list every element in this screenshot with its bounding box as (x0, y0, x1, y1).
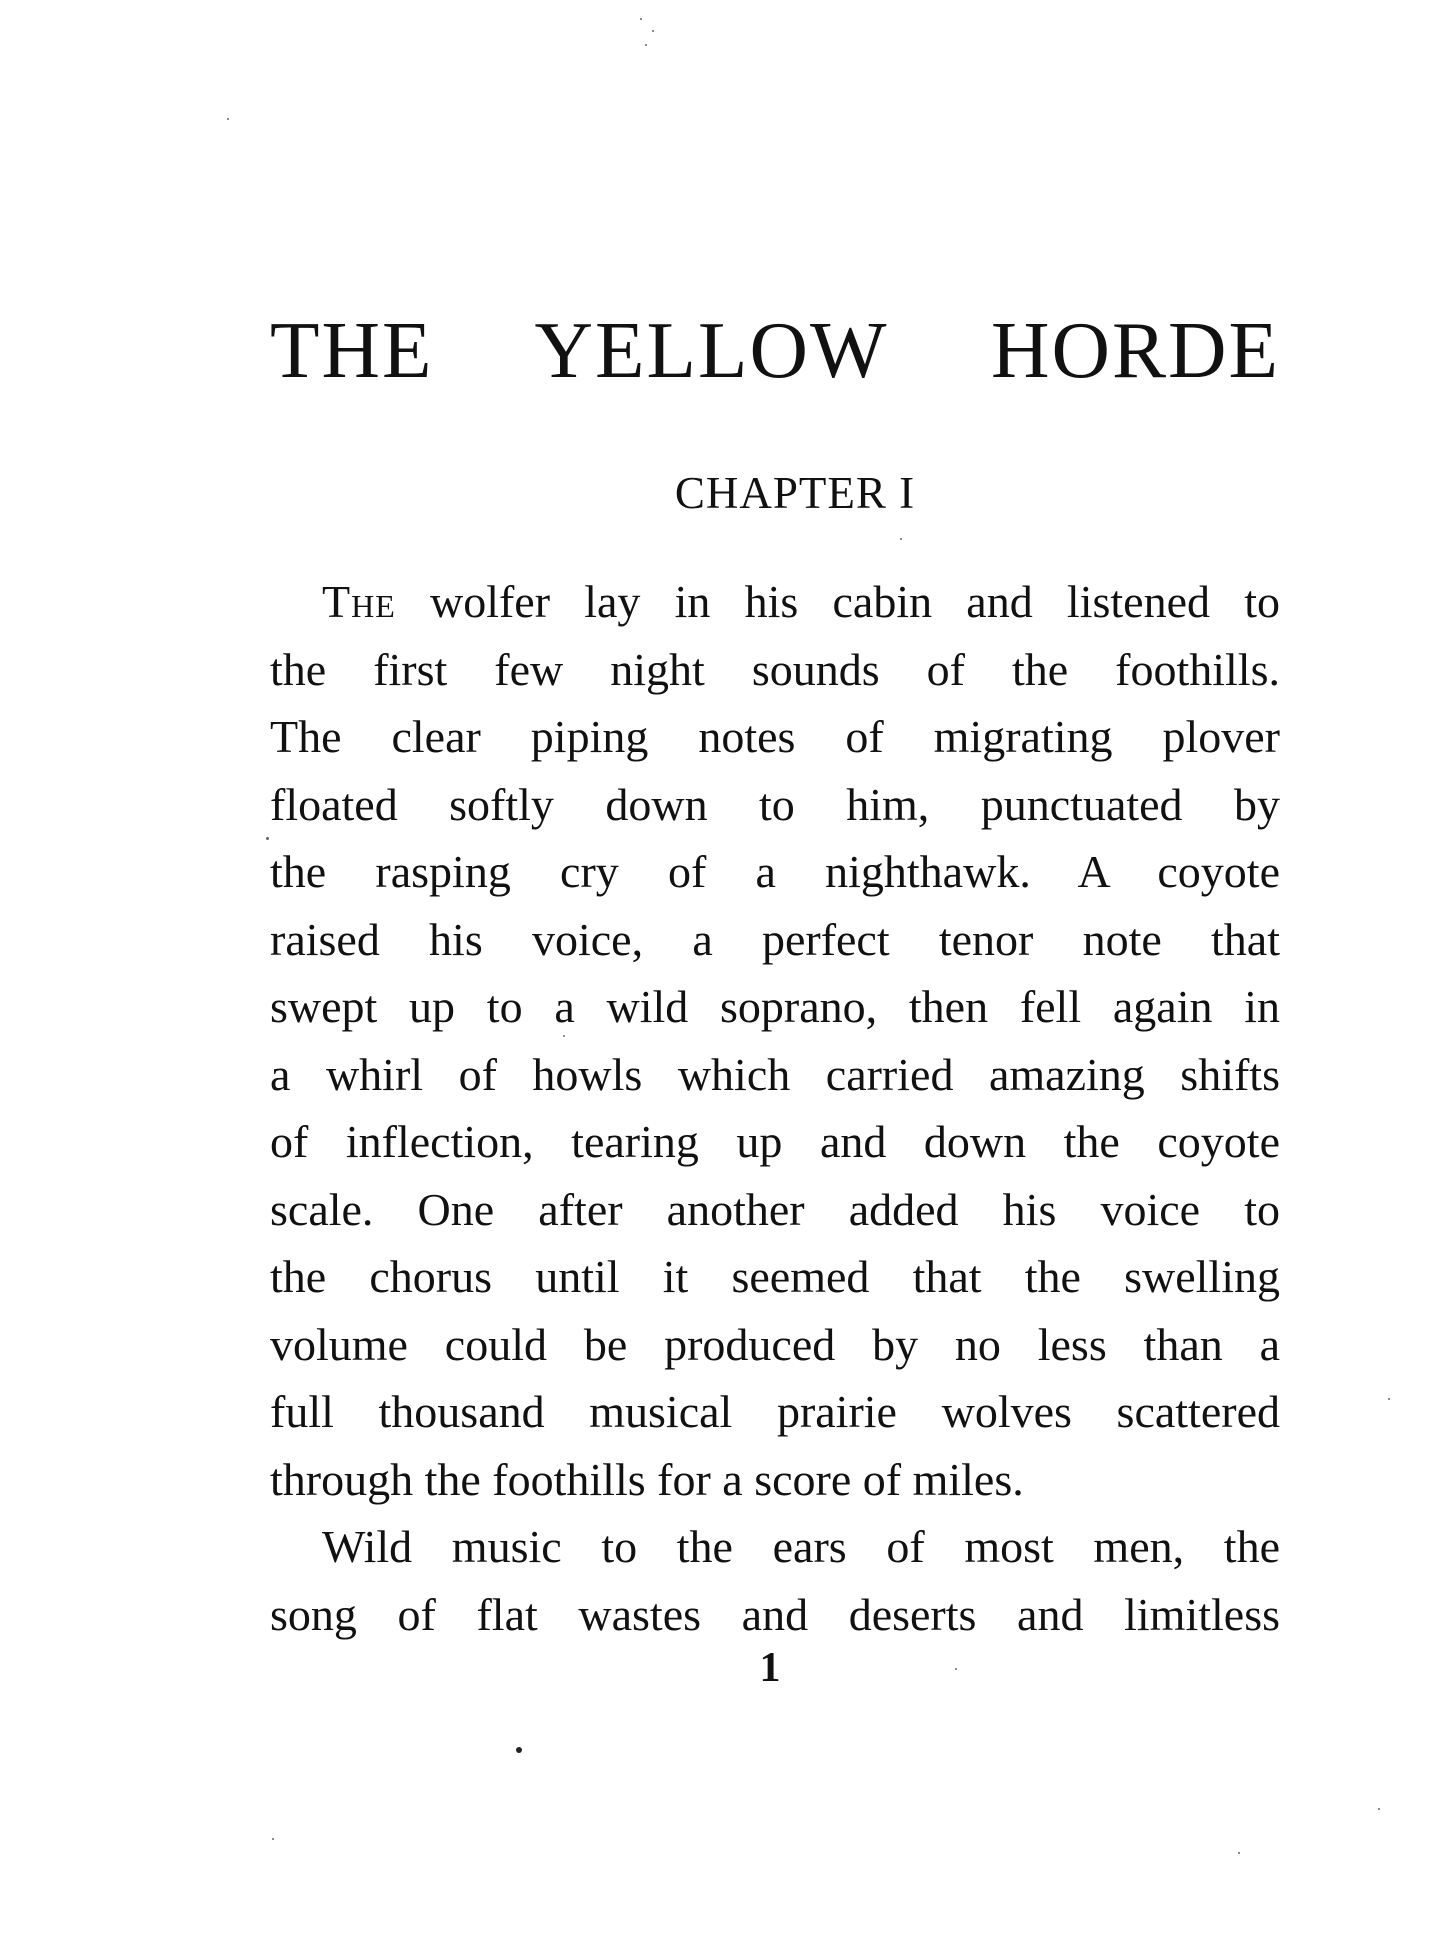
scan-speck (1378, 1808, 1380, 1810)
text-line: scale. One after another added his voice to (270, 1183, 1280, 1235)
scan-speck (1238, 1852, 1240, 1854)
text-line (270, 568, 1280, 636)
scan-speck (272, 1838, 274, 1840)
scan-speck (900, 538, 902, 540)
text-line: volume could be produced by no less than a (270, 1318, 1280, 1370)
text-line-rest: wolfer lay in his cabin and listened to (395, 576, 1280, 627)
scan-speck (516, 1747, 522, 1753)
text-line: full thousand musical prairie wolves scattered (270, 1386, 1280, 1437)
scan-speck (955, 1668, 957, 1670)
scan-speck (640, 18, 642, 20)
scan-speck (652, 30, 654, 32)
text-line: floated softly down to him, punctuated by (270, 778, 1280, 830)
scan-speck (645, 44, 647, 46)
text-line: swept up to a wild soprano, then fell again in (270, 981, 1280, 1032)
book-title: THE YELLOW HORDE (270, 305, 1280, 395)
text-line: raised his voice, a perfect tenor note that (270, 913, 1280, 965)
scan-speck (266, 837, 269, 840)
text-line: The clear piping notes of migrating plover (270, 711, 1280, 762)
text-line: the chorus until it seemed that the swelling (270, 1251, 1280, 1302)
chapter-text (270, 568, 1280, 1648)
text-line: through the foothills for a score of miles. (270, 1453, 1024, 1505)
opening-word: The (322, 576, 396, 627)
text-line: song of flat wastes and deserts and limitless (270, 1588, 1280, 1640)
text-line: of inflection, tearing up and down the coyote (270, 1116, 1280, 1167)
text-line: the rasping cry of a nighthawk. A coyote (270, 846, 1280, 897)
scan-speck (1388, 1398, 1390, 1400)
text-line: Wild music to the ears of most men, the (322, 1521, 1280, 1572)
chapter-heading: CHAPTER I (674, 468, 916, 518)
text-line: the first few night sounds of the foothills. (270, 643, 1280, 695)
page-number: 1 (759, 1645, 781, 1691)
scan-speck (563, 1035, 565, 1037)
scan-speck (227, 118, 229, 120)
text-line: a whirl of howls which carried amazing shifts (270, 1048, 1280, 1100)
